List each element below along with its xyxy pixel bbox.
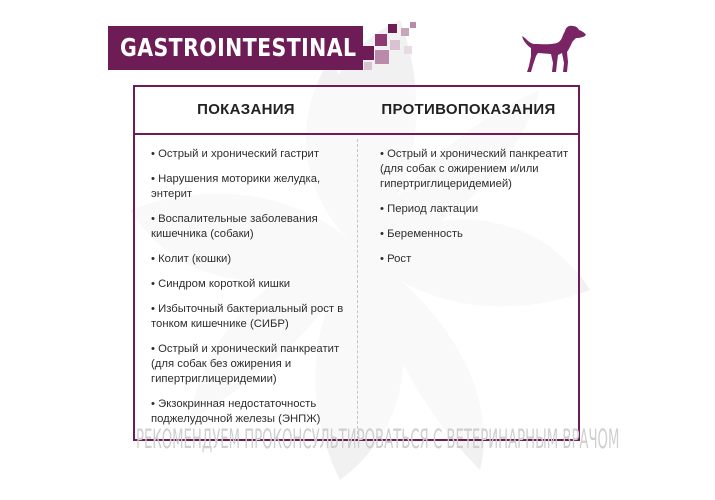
- product-banner: [108, 26, 363, 70]
- contraindications-list: [380, 147, 570, 277]
- footer-text: РЕКОМЕНДУЕМ ПРОКОНСУЛЬТИРОВАТЬСЯ С ВЕТЕРИНАРНЫМ ВРАЧОМ: [136, 424, 620, 455]
- vet-consultation-notice: [136, 424, 620, 455]
- list-item: • Нарушения моторики желудка, энтерит: [151, 173, 321, 200]
- list-item: • Острый и хронический панкреатит (для собак без ожирения и гипертриглицеридемии): [151, 343, 340, 385]
- list-item: • Избыточный бактериальный рост в тонком кишечнике (СИБР): [151, 303, 344, 330]
- indications-list: [151, 147, 356, 437]
- header-divider: [135, 133, 578, 135]
- list-item: • Экзокринная недостаточность поджелудочной железы (ЭНПЖ): [151, 398, 321, 425]
- list-item: • Период лактации: [380, 203, 479, 215]
- list-item: • Острый и хронический панкреатит (для собак с ожирением и/или гипертриглицеридемией): [380, 148, 569, 190]
- pixel-squares-icon: [360, 20, 422, 72]
- list-item: • Рост: [380, 253, 412, 265]
- list-item: • Воспалительные заболевания кишечника (собаки): [151, 213, 318, 240]
- list-item: • Синдром короткой кишки: [151, 278, 291, 290]
- list-item: • Острый и хронический гастрит: [151, 148, 320, 160]
- dog-silhouette-icon: [519, 23, 591, 75]
- banner-title: GASTROINTESTINAL: [120, 33, 357, 62]
- column-divider: [357, 139, 358, 439]
- indications-table: [133, 85, 580, 441]
- list-item: • Беременность: [380, 228, 463, 240]
- contraindications-heading: ПРОТИВОПОКАЗАНИЯ: [381, 101, 556, 118]
- list-item: • Колит (кошки): [151, 253, 232, 265]
- indications-heading: ПОКАЗАНИЯ: [197, 101, 295, 118]
